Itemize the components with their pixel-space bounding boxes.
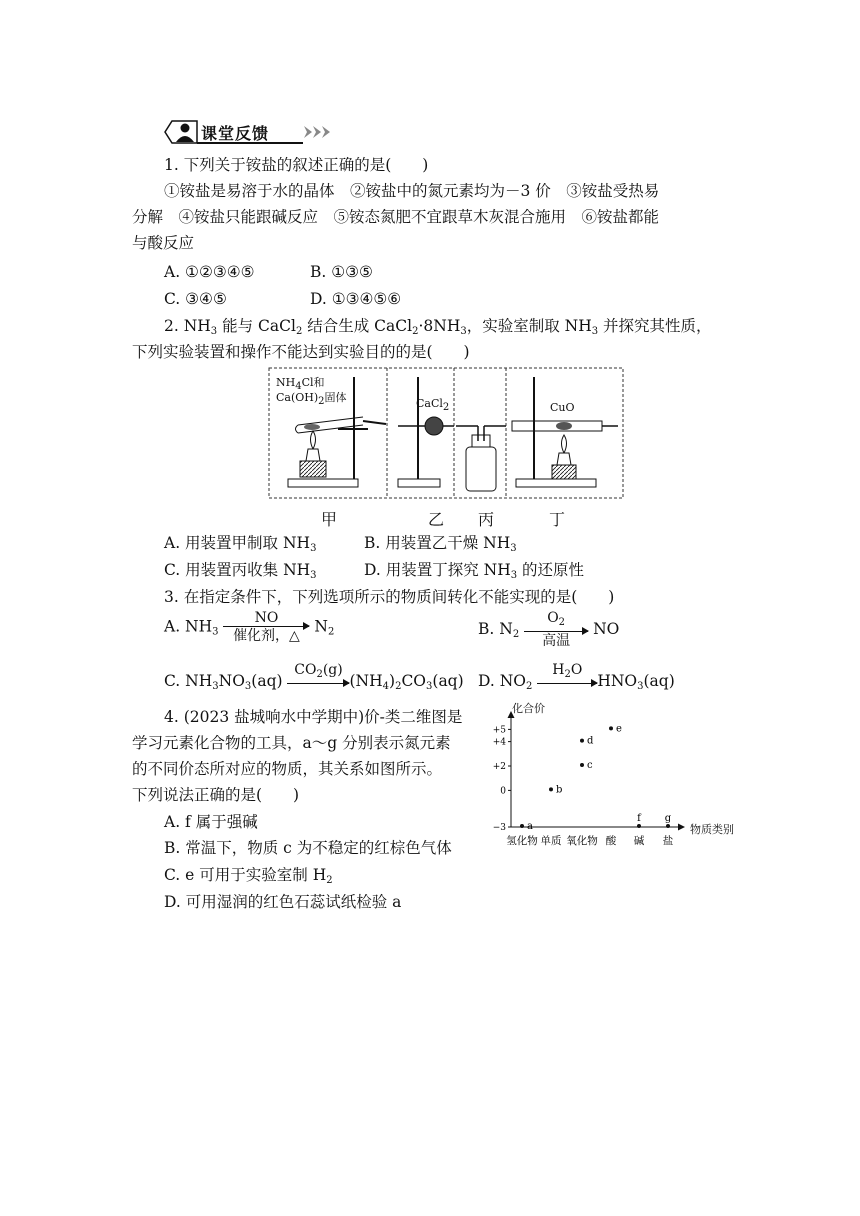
x-category-label: 氧化物 <box>566 835 598 847</box>
q3-text: B. N <box>478 620 513 638</box>
data-point <box>580 739 584 743</box>
section-title: 课堂反馈 <box>201 124 270 143</box>
reagent-sub: 2 <box>318 396 325 407</box>
q2-option-a <box>164 533 316 559</box>
cuo-label: CuO <box>550 401 575 414</box>
figure-label-bing: 丙 <box>478 510 495 529</box>
arrow-bottom <box>287 684 349 702</box>
arrow-top <box>287 662 349 683</box>
x-category-label: 氢化物 <box>506 835 538 847</box>
q3-text: NO <box>218 672 245 690</box>
data-point-label: a <box>527 821 533 832</box>
y-tick-label: +4 <box>492 737 506 748</box>
arrow-bar <box>524 631 588 632</box>
data-point-label: e <box>616 723 622 735</box>
figure-label-yi: 乙 <box>428 510 445 529</box>
q3-sub: 2 <box>512 629 520 640</box>
arrow-top-text: (g) <box>322 662 343 678</box>
q3-text: C. NH <box>164 672 213 690</box>
arrow-top: NO <box>254 610 279 626</box>
q2-option-text: C. 用装置丙收集 NH <box>164 561 311 579</box>
arrow-top <box>537 662 597 683</box>
q2-stem-sub: 3 <box>460 326 467 337</box>
q3-text: A. NH <box>164 617 213 636</box>
q3-option-c <box>164 662 464 702</box>
arrow-top-text: CO <box>294 662 317 678</box>
q4-option-d: D. 可用湿润的红色石蕊试纸检验 a <box>164 893 402 911</box>
q1-stem: 1. 下列关于铵盐的叙述正确的是( ) <box>164 156 429 174</box>
q2-stem-part: ·8NH <box>418 317 461 335</box>
reagent-text: 固体 <box>324 391 347 404</box>
y-tick-label: −3 <box>492 823 506 833</box>
data-point <box>549 787 553 791</box>
q2-stem-part: 能与 CaCl <box>217 317 296 335</box>
data-point-label: f <box>637 813 641 824</box>
q4-option-c <box>164 865 333 891</box>
arrow-bottom: 高温 <box>542 633 571 649</box>
q3-sub: 2 <box>327 626 335 638</box>
arrow-top-text: O <box>547 610 559 626</box>
q3-text: CO <box>401 672 427 690</box>
q4-option-b: B. 常温下，物质 c 为不稳定的红棕色气体 <box>164 839 452 857</box>
y-tick-label: 0 <box>500 786 506 797</box>
q2-stem-part: ，实验室制取 NH <box>466 317 592 335</box>
q3-sub: 4 <box>382 681 389 692</box>
q4-line4: 下列说法正确的是( ) <box>132 786 300 804</box>
q4-option-text: C. e 可用于实验室制 H <box>164 866 327 884</box>
reaction-arrow <box>287 662 349 702</box>
reagent-label-2 <box>276 389 347 407</box>
q2-option-c <box>164 560 317 586</box>
q2-stem-sub: 3 <box>210 326 218 337</box>
q4-line1: 4. (2023 盐城响水中学期中)价-类二维图是 <box>164 708 463 726</box>
q3-option-d <box>478 662 675 702</box>
q3-sub: 2 <box>526 681 533 692</box>
q2-stem-sub: 3 <box>591 326 599 337</box>
q2-option-sub: 3 <box>310 570 317 581</box>
q3-text: N <box>314 617 328 636</box>
apparatus-figure <box>268 367 624 500</box>
data-point <box>637 824 641 828</box>
data-point-label: g <box>664 813 672 824</box>
q3-text: (aq) <box>432 672 464 690</box>
q3-sub: 3 <box>637 681 644 692</box>
q4-line2: 学习元素化合物的工具，a～g 分别表示氮元素 <box>132 734 451 752</box>
arrow-bar <box>223 626 309 627</box>
valence-chart <box>484 700 746 850</box>
q2-stem-sub: 2 <box>412 326 419 337</box>
reagent-text: Cl和 <box>301 376 325 389</box>
x-axis-label: 物质类别 <box>690 823 734 836</box>
q2-stem-part: 并探究其性质， <box>598 317 712 335</box>
q2-option-text: B. 用装置乙干燥 NH <box>364 534 511 552</box>
data-point-label: b <box>556 784 563 796</box>
q2-option-d <box>364 560 584 586</box>
figure-label-jia: 甲 <box>321 510 338 529</box>
q2-option-sub: 3 <box>310 543 317 554</box>
q1-line3: 与酸反应 <box>132 234 195 252</box>
q2-option-text: A. 用装置甲制取 NH <box>164 534 311 552</box>
q2-stem-part: 结合生成 CaCl <box>302 317 413 335</box>
q4-option-sub: 2 <box>326 875 333 886</box>
q3-stem: 3. 在指定条件下，下列选项所示的物质间转化不能实现的是( ) <box>164 588 615 606</box>
q3-text: ) <box>389 672 396 690</box>
y-axis-label: 化合价 <box>512 702 545 715</box>
q2-stem <box>164 316 712 342</box>
q3-sub: 3 <box>244 681 252 692</box>
figure-label-ding: 丁 <box>549 510 566 529</box>
q3-sub: 3 <box>426 681 433 692</box>
q3-text: D. NO <box>478 672 526 690</box>
arrow-bar <box>537 683 597 684</box>
reagent-text: Ca(OH) <box>276 391 319 404</box>
q3-text: NO <box>593 620 620 638</box>
arrow-bar <box>287 683 349 684</box>
reagent-text: NH <box>276 376 296 389</box>
x-category-label: 酸 <box>605 835 617 847</box>
arrow-top-text: O <box>570 662 583 678</box>
y-tick-label: +5 <box>492 725 506 736</box>
q2-option-sub: 3 <box>510 570 518 581</box>
reagent-sub: 4 <box>295 381 302 392</box>
q2-option-sub: 3 <box>510 543 517 554</box>
q3-sub: 3 <box>212 681 219 692</box>
q3-sub: 3 <box>212 626 219 638</box>
q2-line2: 下列实验装置和操作不能达到实验目的的是( ) <box>132 343 470 361</box>
q3-text: HNO <box>597 672 638 690</box>
q3-text: (NH <box>349 672 383 690</box>
data-point-label: c <box>587 760 593 771</box>
q2-stem-part: 2. NH <box>164 317 211 335</box>
q3-text: (aq) <box>251 672 283 690</box>
data-point <box>609 726 613 730</box>
reaction-arrow <box>524 610 588 650</box>
q1-option-a: A. ①②③④⑤ <box>164 263 255 281</box>
q3-sub: 2 <box>395 681 402 692</box>
q3-text: (aq) <box>643 672 675 690</box>
q3-option-a <box>164 610 334 645</box>
q1-line1: ①铵盐是易溶于水的晶体 ②铵盐中的氮元素均为－3 价 ③铵盐受热易 <box>164 182 660 200</box>
q1-option-b: B. ①③⑤ <box>310 263 373 281</box>
arrow-bottom: 催化剂，△ <box>233 628 300 644</box>
reaction-arrow <box>223 610 309 645</box>
q4-option-a: A. f 属于强碱 <box>164 813 258 831</box>
cacl2-text: CaCl <box>416 397 443 410</box>
q4-line3: 的不同价态所对应的物质，其关系如图所示。 <box>132 760 443 778</box>
q2-stem-sub: 2 <box>295 326 303 337</box>
y-tick-label: +2 <box>492 762 506 772</box>
reaction-arrow <box>537 662 597 702</box>
q1-option-c: C. ③④⑤ <box>164 290 227 308</box>
q1-option-d: D. ①③④⑤⑥ <box>310 290 402 308</box>
arrow-top-sub: 2 <box>558 617 566 628</box>
arrow-top-sub: 2 <box>316 669 323 680</box>
cacl2-sub: 2 <box>442 402 450 413</box>
q2-option-text: D. 用装置丁探究 NH <box>364 561 511 579</box>
x-category-label: 碱 <box>633 835 645 847</box>
arrow-top-sub: 2 <box>564 669 571 680</box>
q2-option-b <box>364 533 517 559</box>
section-banner <box>163 118 335 146</box>
q2-option-text: 的还原性 <box>517 561 585 579</box>
cacl2-label <box>416 397 449 413</box>
q1-line2: 分解 ④铵盐只能跟碱反应 ⑤铵态氮肥不宜跟草木灰混合施用 ⑥铵盐都能 <box>132 208 660 226</box>
q3-option-b <box>478 610 619 650</box>
data-point <box>666 824 670 828</box>
data-point <box>580 763 584 767</box>
data-point-label: d <box>587 735 594 747</box>
x-category-label: 盐 <box>662 835 674 847</box>
arrow-top <box>524 610 588 631</box>
data-point <box>520 824 524 828</box>
arrow-top-text: H <box>552 662 565 678</box>
x-category-label: 单质 <box>540 835 562 847</box>
